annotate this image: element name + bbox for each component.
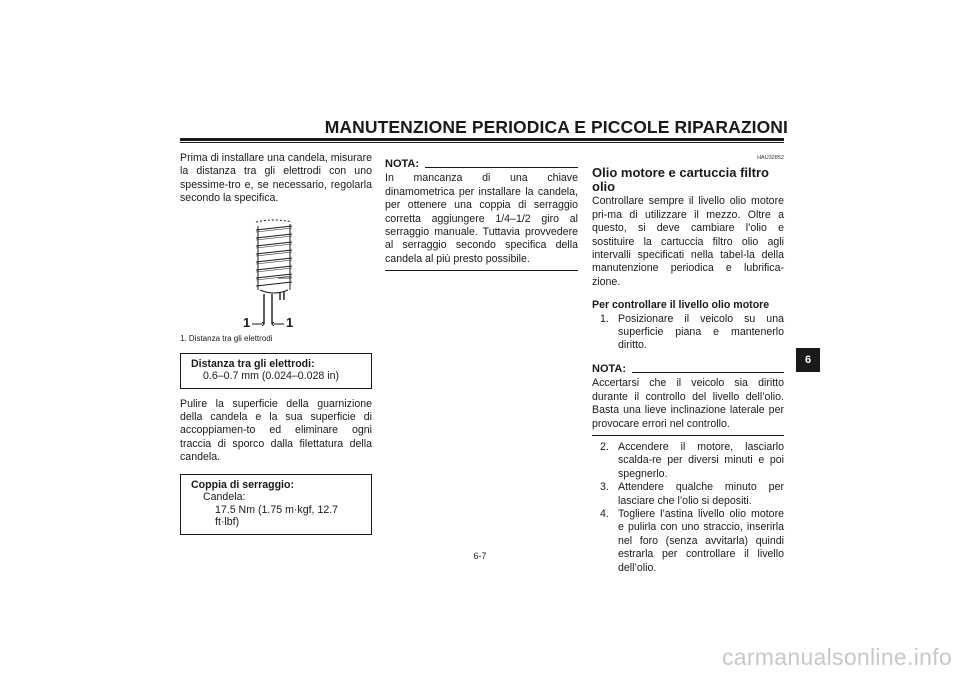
list-item [592,441,784,481]
section-code: HAU32852 [757,155,784,161]
spark-plug-figure [180,212,372,332]
chapter-tab[interactable]: 6 [796,348,820,372]
nota-text: Accertarsi che il veicolo sia diritto durante il controllo del livello dell’olio. Basta una lieve inclinazione laterale per provocare errori nel controllo. [592,377,784,430]
step-text: Attendere qualche minuto per lasciare che l’olio si depositi. [618,481,784,507]
figure-callout-left: 1 [243,314,251,330]
step-number: 1. [600,312,609,325]
step-text: Posizionare il veicolo su una superficie piana e mantenerlo diritto. [618,312,784,352]
cleaning-paragraph: Pulire la superficie della guarnizione della candela e la sua superficie di accoppiamen-to ed eliminare ogni traccia di sporco dalla filettatura della candela. [180,397,372,464]
list-item [592,481,784,508]
steps-list-b [592,441,784,575]
step-text: Togliere l’astina livello olio motore e pulirla con uno straccio, inserirla nel foro (senza avvitarla) quindi estrarla per controllare il livello dell’olio. [618,507,784,574]
page-number: 6-7 [473,551,487,561]
column-left [180,152,372,535]
nota-rule [425,167,578,168]
steps-list-a [592,313,784,353]
section-title: Olio motore e cartuccia filtro olio [592,165,769,195]
step-number: 4. [600,507,609,520]
nota-text: In mancanza di una chiave dinamometrica per installare la candela, per ottenere una coppia di serraggio corretta aggiungere 1/4–1/2 giro al serraggio manuale. Tuttavia provvedere al serraggio secondo specifica della candela al più presto possibile. [385,172,578,265]
watermark: carmanualsonline.info [721,644,952,670]
spec-torque-item: Candela: [203,491,246,504]
nota-label: NOTA: [592,362,627,375]
spec-torque-heading: Coppia di serraggio: [191,478,295,491]
spec-gap-value: 0.6–0.7 mm (0.024–0.028 in) [203,370,340,383]
nota-end-rule [385,270,578,271]
figure-callout-right: 1 [286,314,294,330]
column-middle [385,152,578,271]
list-item [592,508,784,575]
spec-torque-value: 17.5 Nm (1.75 m·kgf, 12.7 ft·lbf) [215,503,339,529]
nota-header [592,363,784,376]
title-rule-thin [180,142,784,143]
step-text: Accendere il motore, lasciarlo scalda-re per diversi minuti e poi spegnerlo. [618,440,784,480]
section-intro: Controllare sempre il livello olio motore pri-ma di utilizzare il mezzo. Oltre a questo, si deve cambiare l’olio e sostituire la cartuccia filtro olio agli intervalli specificati nella tabel-la della manutenzione periodica e lubrifica-zione. [592,195,784,288]
intro-paragraph: Prima di installare una candela, misurare la distanza tra gli elettrodi con uno spessime-tro e, se necessario, regolarla secondo la specifica. [180,152,372,205]
nota-header [385,158,578,171]
nota-label: NOTA: [385,158,420,170]
column-right [592,152,784,575]
subsection-heading: Per controllare il livello olio motore [592,299,770,312]
list-item [592,313,784,353]
spec-gap-heading: Distanza tra gli elettrodi: [191,357,315,370]
page-title: MANUTENZIONE PERIODICA E PICCOLE RIPARAZIONI [324,117,788,137]
step-number: 3. [600,481,609,494]
spark-plug-illustration [180,212,372,332]
title-rule-thick [180,138,784,141]
nota-rule [632,372,784,373]
step-number: 2. [600,440,609,453]
spec-box-electrode-gap [180,353,372,389]
figure-caption: 1. Distanza tra gli elettrodi [180,333,273,343]
spec-box-torque [180,474,372,535]
nota-end-rule [592,435,784,436]
